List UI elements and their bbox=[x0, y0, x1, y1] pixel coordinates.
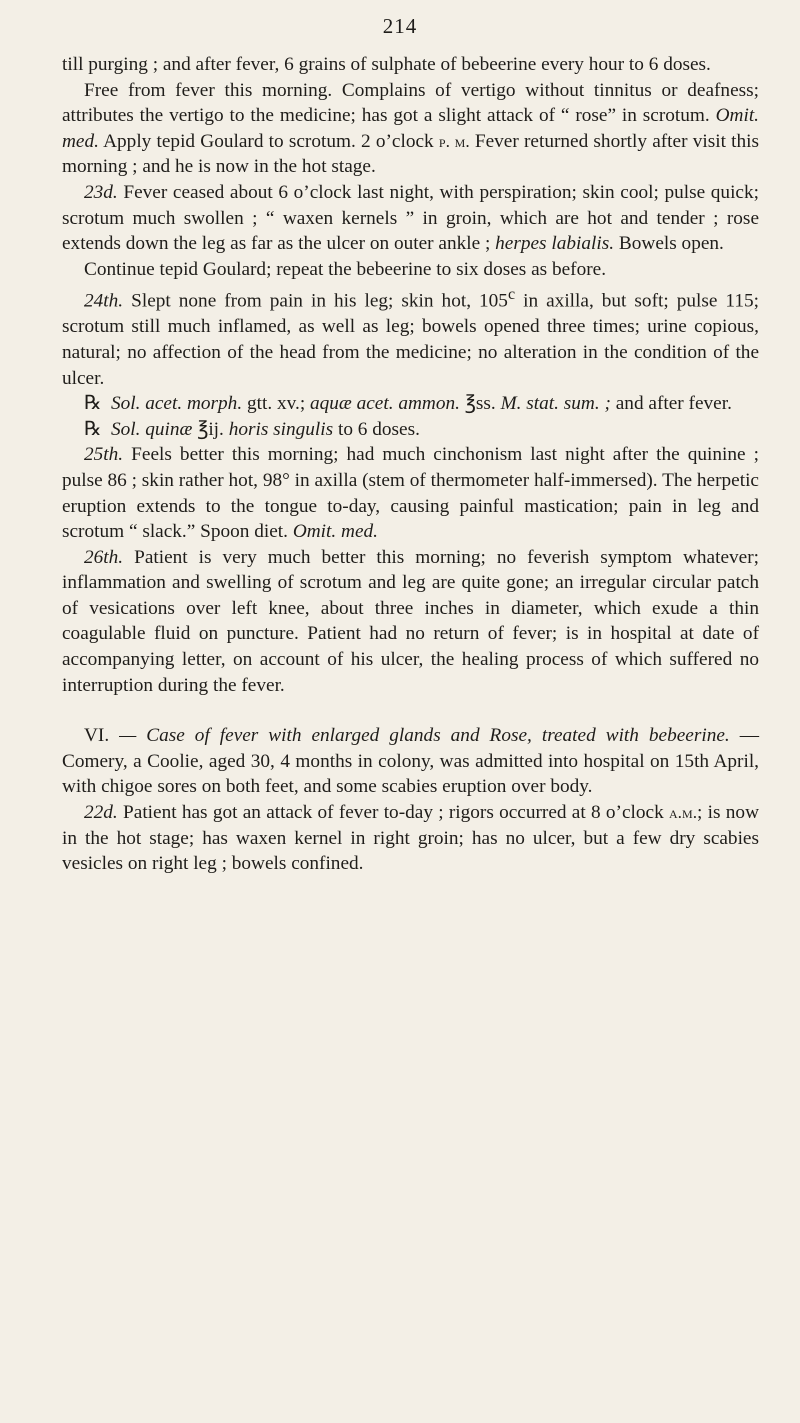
paragraph-text: in axilla, but soft; pulse 115; scrotum still much inflamed, as well as leg; bowels opened three times; urine copious, natural; no affection of the head from the medicine; no alteration in the condition of the ulcer. bbox=[62, 290, 759, 389]
time-marker: a.m. bbox=[669, 803, 698, 823]
case-heading-paragraph bbox=[62, 723, 759, 800]
prescription-line bbox=[84, 417, 759, 443]
paragraph-text: ; is now in the hot stage; has waxen kernel in right groin; has no ulcer, but a few dry scabies vesicles on right leg ; bowels confined. bbox=[62, 802, 759, 875]
paragraph-text: Patient has got an attack of fever to-day ; rigors occurred at 8 o’clock bbox=[123, 802, 664, 824]
paragraph-text: Feels better this morning; had much cinchonism last night after the quinine ; pulse 86 ; skin rather hot, 98° in axilla (stem of thermometer half-immersed). The herpetic eruption extends to the tongue to-day, causing painful mastication; pain in leg and scrotum “ slack.” Spoon diet. bbox=[62, 444, 759, 543]
paragraph-text: gtt. xv.; bbox=[246, 393, 306, 415]
paragraph bbox=[62, 442, 759, 544]
paragraph bbox=[62, 800, 759, 877]
entry-date: 26th. bbox=[84, 546, 124, 568]
italic-term: horis singulis bbox=[228, 418, 334, 440]
time-marker: p. m. bbox=[438, 131, 470, 151]
paragraph-text: Bowels open. bbox=[618, 233, 724, 255]
paragraph-text: Slept none from pain in his leg; skin hot, 105 bbox=[131, 290, 508, 312]
italic-instruction: Omit. med. bbox=[292, 521, 378, 543]
paragraph bbox=[62, 180, 759, 257]
paragraph-text: till purging ; and after fever, 6 grains of sulphate of bebeerine every hour to 6 doses. bbox=[62, 54, 711, 75]
paragraph-text: Fever returned shortly after visit this morning ; and he is now in the hot stage. bbox=[62, 130, 759, 178]
paragraph-text: Free from fever this morning. Complains of vertigo without tinnitus or deafness; attributes the vertigo to the medicine; has got a slight attack of “ rose” in scrotum. bbox=[62, 79, 759, 127]
paragraph-text: Continue tepid Goulard; repeat the bebeerine to six doses as before. bbox=[84, 258, 607, 280]
paragraph-text: and after fever. bbox=[615, 393, 732, 415]
case-title: — Case of fever with enlarged glands and Rose, treated with bebeerine. bbox=[119, 725, 730, 747]
italic-instruction: Omit. med. bbox=[62, 105, 759, 152]
recipe-symbol: ℞ bbox=[84, 418, 102, 440]
entry-date: 23d. bbox=[84, 181, 118, 203]
entry-date: 22d. bbox=[84, 802, 118, 824]
italic-term: Sol. acet. morph. bbox=[110, 393, 243, 415]
degree-superscript: c bbox=[507, 286, 516, 304]
paragraph-text: to 6 doses. bbox=[337, 418, 420, 440]
paragraph bbox=[62, 257, 759, 283]
italic-term: herpes labialis. bbox=[495, 233, 615, 255]
page-body bbox=[62, 52, 759, 877]
case-number: VI. bbox=[84, 725, 110, 747]
page-number: 214 bbox=[382, 14, 418, 38]
paragraph-text: Apply tepid Goulard to scrotum. 2 o’clock bbox=[103, 130, 434, 152]
italic-term: aquæ acet. ammon. bbox=[310, 393, 460, 415]
paragraph bbox=[62, 52, 759, 78]
entry-date: 25th. bbox=[84, 444, 124, 466]
paragraph bbox=[62, 78, 759, 180]
paragraph bbox=[62, 545, 759, 699]
paragraph bbox=[62, 282, 759, 391]
prescription-line bbox=[84, 391, 759, 417]
paragraph-text: ℥ij. bbox=[197, 418, 224, 440]
italic-term: M. stat. sum. ; bbox=[500, 393, 611, 415]
italic-term: Sol. quinæ bbox=[110, 418, 193, 440]
paragraph-text: Fever ceased about 6 o’clock last night, with perspiration; skin cool; pulse quick; scrotum much swollen ; “ waxen kernels ” in groin, which are hot and tender ; rose extends down the leg as far as the ulcer on outer ankle ; bbox=[62, 181, 759, 255]
entry-date: 24th. bbox=[84, 290, 124, 312]
recipe-symbol: ℞ bbox=[84, 393, 102, 415]
paragraph-text: — Comery, a Coolie, aged 30, 4 months in colony, was admitted into hospital on 15th April, with chigoe sores on both feet, and some scabies eruption over body. bbox=[62, 725, 759, 798]
paragraph-text: Patient is very much better this morning; no feverish symptom whatever; inflammation and swelling of scrotum and leg are quite gone; an irregular circular patch of vesications over left knee, about three inches in diameter, which exude a thin coagulable fluid on puncture. Patient had no return of fever; is in hospital at date of accompanying letter, on account of his ulcer, the healing process of which suffered no interruption during the fever. bbox=[62, 546, 759, 696]
paragraph-text: ℥ss. bbox=[464, 393, 496, 415]
